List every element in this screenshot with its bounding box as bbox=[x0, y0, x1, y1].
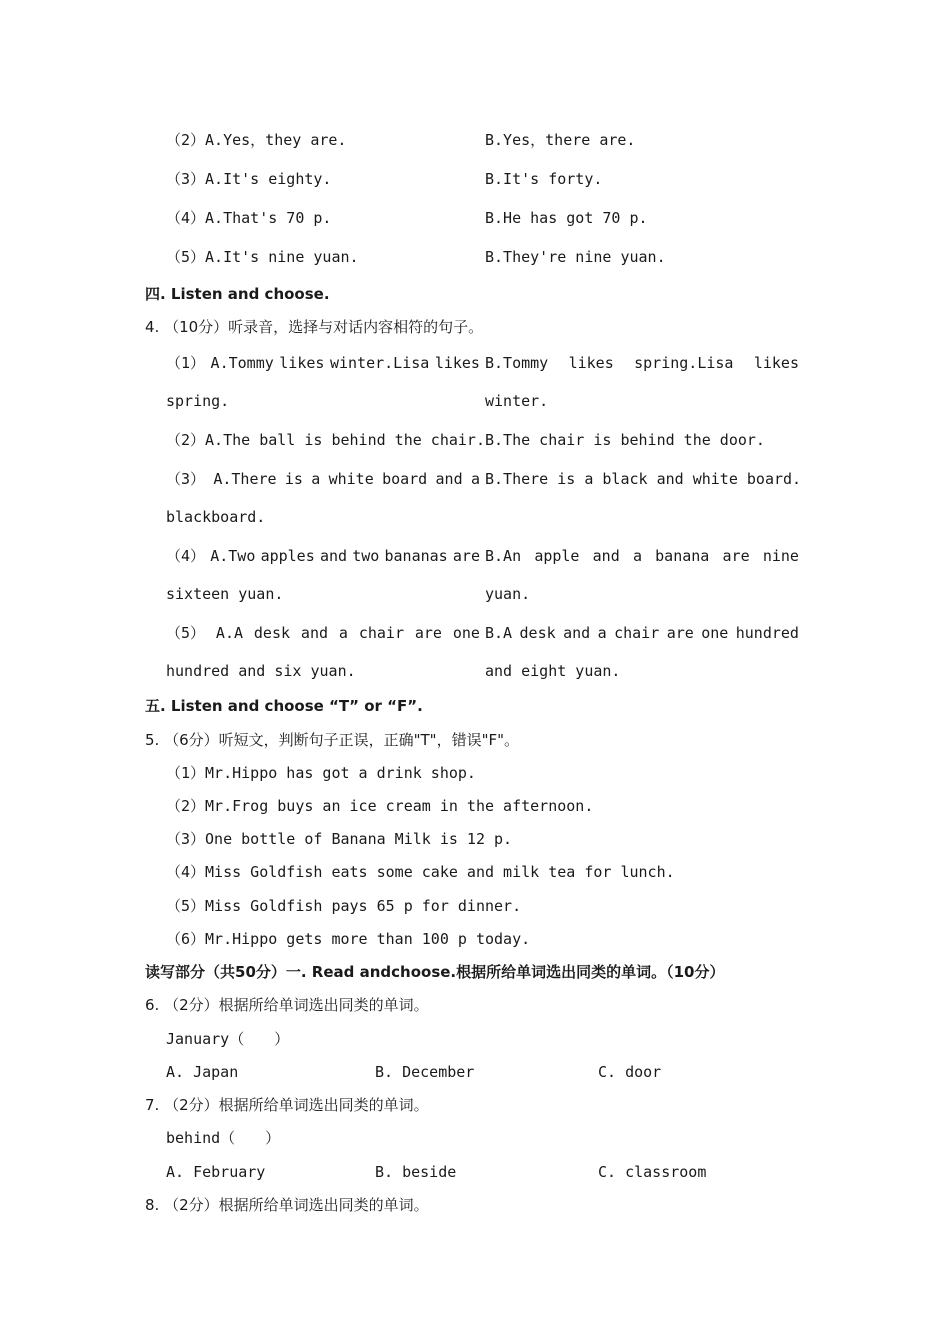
choice-3a: （3）A.It's eighty. bbox=[166, 170, 332, 188]
choice-3b: B.It's forty. bbox=[485, 170, 603, 188]
q6-word: January（ ） bbox=[166, 1030, 290, 1048]
choice-2a: （2）A.Yes，they are. bbox=[166, 131, 347, 149]
s4-item1-b-line2: winter. bbox=[485, 392, 549, 410]
s4-item4-a-line2: sixteen yuan. bbox=[166, 585, 284, 603]
q7-option-c[interactable]: C. classroom bbox=[598, 1163, 707, 1181]
s5-item5: （5）Miss Goldfish pays 65 p for dinner. bbox=[166, 897, 522, 915]
section5-heading: 五. Listen and choose “T” or “F”. bbox=[145, 697, 423, 715]
q6-option-c[interactable]: C. door bbox=[598, 1063, 662, 1081]
q7-option-b[interactable]: B. beside bbox=[375, 1163, 457, 1181]
s4-item3-b: B.There is a black and white board. bbox=[485, 470, 802, 488]
s4-item1-a-line1: （1） A.Tommy likes winter.Lisa likes bbox=[166, 354, 480, 372]
s4-item5-b-line2: and eight yuan. bbox=[485, 662, 621, 680]
s5-item4: （4）Miss Goldfish eats some cake and milk tea for lunch. bbox=[166, 863, 675, 881]
question-7: 7. （2分）根据所给单词选出同类的单词。 bbox=[145, 1096, 429, 1114]
s5-item6: （6）Mr.Hippo gets more than 100 p today. bbox=[166, 930, 531, 948]
choice-4b: B.He has got 70 p. bbox=[485, 209, 648, 227]
s4-item4-b-line2: yuan. bbox=[485, 585, 531, 603]
s4-item5-b-line1: B.A desk and a chair are one hundred bbox=[485, 624, 799, 642]
choice-5b: B.They're nine yuan. bbox=[485, 248, 666, 266]
choice-4a: （4）A.That's 70 p. bbox=[166, 209, 332, 227]
reading-heading: 读写部分（共50分）一. Read andchoose.根据所给单词选出同类的单词。（10分） bbox=[145, 963, 725, 981]
choice-2b: B.Yes，there are. bbox=[485, 131, 636, 149]
q6-option-a[interactable]: A. Japan bbox=[166, 1063, 239, 1081]
choice-5a: （5）A.It's nine yuan. bbox=[166, 248, 359, 266]
s5-item3: （3）One bottle of Banana Milk is 12 p. bbox=[166, 830, 513, 848]
s4-item4-b-line1: B.An apple and a banana are nine bbox=[485, 547, 799, 565]
q7-option-a[interactable]: A. February bbox=[166, 1163, 266, 1181]
question-8: 8. （2分）根据所给单词选出同类的单词。 bbox=[145, 1196, 429, 1214]
s4-item2-a: （2）A.The ball is behind the chair. bbox=[166, 431, 485, 449]
question-4: 4. （10分）听录音，选择与对话内容相符的句子。 bbox=[145, 318, 484, 336]
s4-item1-a-line2: spring. bbox=[166, 392, 230, 410]
s5-item1: （1）Mr.Hippo has got a drink shop. bbox=[166, 764, 476, 782]
question-6: 6. （2分）根据所给单词选出同类的单词。 bbox=[145, 996, 429, 1014]
question-5: 5. （6分）听短文，判断句子正误，正确"T"，错误"F"。 bbox=[145, 731, 520, 749]
q7-word: behind（ ） bbox=[166, 1129, 281, 1147]
q6-option-b[interactable]: B. December bbox=[375, 1063, 475, 1081]
s4-item5-a-line2: hundred and six yuan. bbox=[166, 662, 356, 680]
s4-item5-a-line1: （5） A.A desk and a chair are one bbox=[166, 624, 480, 642]
s4-item2-b: B.The chair is behind the door. bbox=[485, 431, 765, 449]
section4-heading: 四. Listen and choose. bbox=[145, 285, 330, 303]
s4-item4-a-line1: （4） A.Two apples and two bananas are bbox=[166, 547, 480, 565]
s4-item3-a-line1: （3） A.There is a white board and a bbox=[166, 470, 480, 488]
s4-item3-a-line2: blackboard. bbox=[166, 508, 266, 526]
s4-item1-b-line1: B.Tommy likes spring.Lisa likes bbox=[485, 354, 799, 372]
s5-item2: （2）Mr.Frog buys an ice cream in the afternoon. bbox=[166, 797, 594, 815]
